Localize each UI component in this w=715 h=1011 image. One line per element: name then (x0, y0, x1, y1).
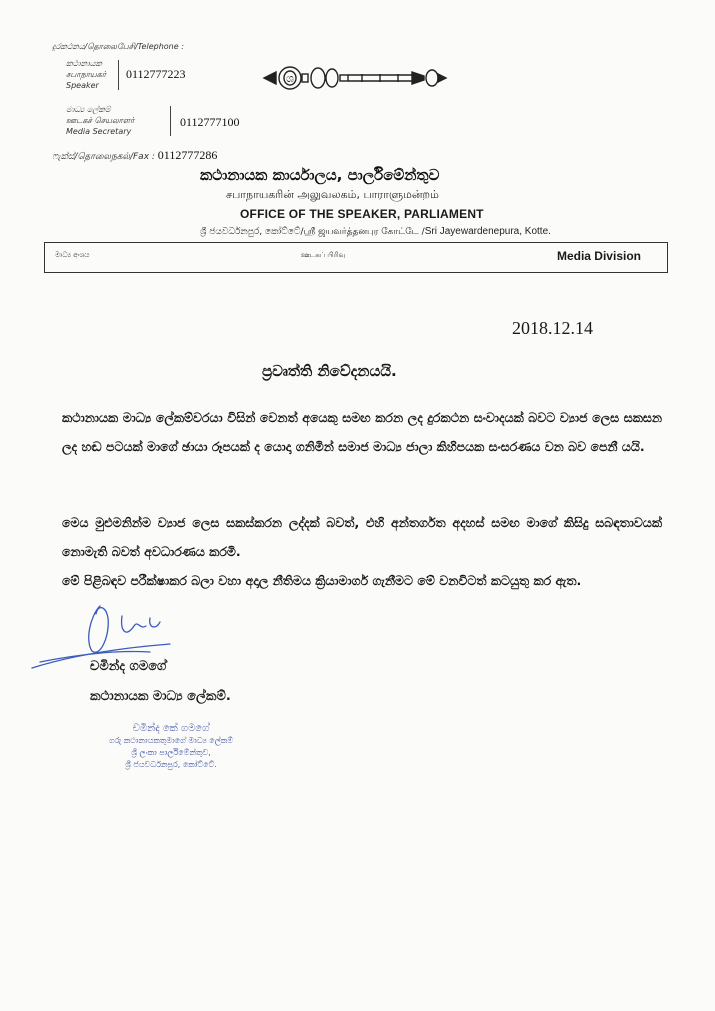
media-secretary-phone: 0112777100 (180, 115, 240, 129)
signer-title: කථානායක මාධ්‍ය ලේකම්. (90, 689, 231, 704)
address-en: Sri Jayewardenepura, Kotte. (424, 226, 551, 237)
media-secretary-brace (170, 106, 173, 136)
media-secretary-label-si: මාධ්‍ය ලේකම් (66, 105, 111, 114)
speaker-label-si: කථානායක (66, 59, 102, 68)
division-english: Media Division (556, 249, 641, 263)
office-name-sinhala: කථානායක කාර්යාලය, පාර්ලිමේන්තුව (200, 166, 440, 184)
division-box (44, 242, 668, 273)
media-secretary-contact-label (66, 104, 134, 137)
letter-date: 2018.12.14 (512, 318, 593, 338)
office-name-english: OFFICE OF THE SPEAKER, PARLIAMENT (240, 207, 484, 221)
svg-text:ශ: ශ (286, 72, 294, 85)
speaker-label-en: Speaker (66, 81, 99, 90)
press-release-title: ප්‍රවෘත්ති නිවේදනයයි. (262, 362, 397, 380)
stamp-name: චමින්ද කේ ගමගේ (132, 723, 210, 734)
division-sinhala: මාධ්‍ය අංශය (55, 251, 90, 259)
parliament-mace-emblem (262, 62, 448, 94)
fax-label: ෆැක්ස්/தொலைநகல்/Fax : (52, 152, 155, 162)
address-si-ta: ශ්‍රී ජයවර්ධනපුර, කෝට්ටේ/ஸ்ரீ ஜயவர்த்தனபுர கோட்டே / (200, 227, 425, 237)
speaker-label-ta: சபாநாயகர் (66, 70, 107, 79)
stamp-line-3: ශ්‍රී ජයවර්ධනපුර, කෝට්ටේ. (125, 760, 217, 769)
speaker-brace (118, 60, 121, 90)
body-paragraph-2: මෙය මුළුමනින්ම ව්‍යාජ ලෙස සකස්කරන ලද්දක් බවත්, එහි අන්තර්ගත අදහස් සමඟ මාගේ කිසිදු සබඳතාවයක් නොමැති බවත් අවධාරණය කරමි. (62, 515, 662, 559)
speaker-phone: 0112777223 (126, 67, 186, 81)
telephone-label: දුරකථනය/தொலைபேசி/Telephone : (52, 42, 184, 51)
body-paragraph-1: කථානායක මාධ්‍ය ලේකම්වරයා විසින් වෙනත් අයෙකු සමඟ කරන ලද දුරකථන සංවාදයක් බවට ව්‍යාජ ලෙස සකසන ලද හඬ පටයක් මාගේ ඡායා රූපයක් ද යොදා ගනිමින් සමාජ මාධ්‍ය ජාලා කිහිපයක සංසරණය වන බව පෙනී යයි. (62, 410, 662, 454)
stamp-line-1: ගරු කථානායකතුමාගේ මාධ්‍ය ලේකම් (108, 736, 234, 745)
stamp-line-2: ශ්‍රී ලංකා පාර්ලිමේන්තුව, (131, 748, 211, 757)
media-secretary-label-ta: ஊடகச் செயலாளர் (66, 116, 135, 125)
fax-number: 0112777286 (157, 148, 218, 162)
fax-line (52, 148, 217, 163)
speaker-contact-label (66, 58, 106, 91)
body-paragraph-3: මේ පිළිබඳව පරීක්ෂාකර බලා වහා අදාල නීතිමය ක්‍රියාමාර්ග ගැනීමට මේ වනවිටත් කටයුතු කර ඇත. (62, 573, 582, 588)
office-address (200, 226, 551, 238)
official-stamp (76, 723, 266, 771)
division-tamil: ஊடகப் பிரிவு (301, 251, 346, 259)
media-secretary-label-en: Media Secretary (66, 127, 132, 136)
signer-block (90, 652, 231, 712)
office-name-tamil: சபாநாயகரின் அலுவலகம், பாராளுமன்றம் (226, 188, 439, 201)
signer-name: චමින්ද ගමගේ (90, 659, 167, 674)
